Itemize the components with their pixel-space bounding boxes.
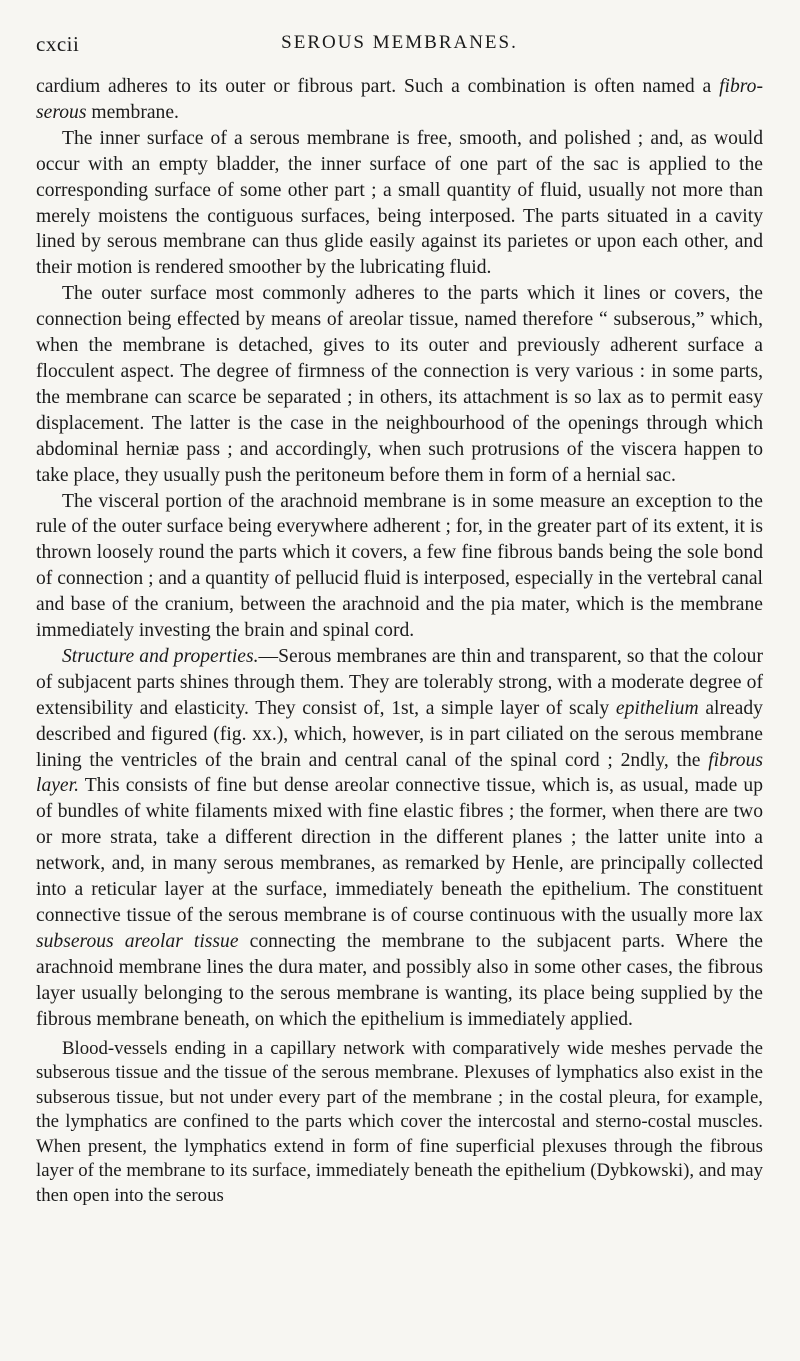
text-run: already described and figured (fig. xx.), which, however, is in part ciliated on the serous membrane lining the ventricles of the brain and central canal of the spinal cord ; 2ndly, the [36,697,763,771]
page-header [36,28,763,58]
text-run: cardium adheres to its outer or fibrous part. Such a combination is often named a [36,76,720,97]
paragraph-blood-vessels [36,1037,763,1209]
italic-text-run: subserous areolar tissue [36,930,239,952]
paragraph-continuation [36,74,763,126]
text-run: The visceral portion of the arachnoid membrane is in some measure an exception to the rule of the outer surface being everywhere adherent ; for, in the greater part of its extent, it is thrown loosely round the parts which it covers, a few fine fibrous bands being the sole bond of connection ; and a quantity of pellucid fluid is interposed, especially in the vertebral canal and base of the cranium, between the arachnoid and the pia mater, which is the membrane immediately investing the brain and spinal cord. [36,490,763,642]
paragraph-arachnoid [36,489,763,644]
paragraph-outer-surface [36,281,763,488]
body-text [36,74,763,1208]
text-run: This consists of fine but dense areolar connective tissue, which is, as usual, made up of bundles of white filaments mixed with fine elastic fibres ; the former, when there are two or more strata, take a different direction in the different planes ; the latter unite into a network, and, in many serous membranes, as remarked by Henle, are principally collected into a reticular layer at the surface, immediately beneath the epithelium. The constituent connective tissue of the serous membrane is of course continuous with the usually more lax [36,775,763,926]
page-number: cxcii [36,32,80,56]
text-run: The outer surface most commonly adheres to the parts which it lines or covers, the connection being effected by means of areolar tissue, named therefore “ subserous,” which, when the membrane is detached, gives to its outer and previously adherent surface a flocculent aspect. The degree of firmness of the connection is very various : in some parts, the membrane can scarce be separated ; in others, its attachment is so lax as to permit easy displacement. The latter is the case in the neighbourhood of the openings through which abdominal herniæ pass ; and accordingly, when such protrusions of the viscera happen to take place, they usually push the peritoneum before them in form of a hernial sac. [36,283,763,486]
text-run: Blood-vessels ending in a capillary network with comparatively wide meshes pervade the subserous tissue and the tissue of the serous membrane. Plexuses of lymphatics also exist in the subserous tissue, but not under every part of the membrane ; in the costal pleura, for example, the lymphatics are confined to the parts which cover the intercostal and sterno-costal muscles. When present, the lymphatics extend in form of fine superficial plexuses through the fibrous layer of the membrane to its surface, immediately beneath the epithelium (Dybkowski), and may then open into the serous [36,1037,763,1206]
text-run: membrane. [86,101,179,123]
paragraph-structure-properties [36,644,763,1033]
text-run: connecting the membrane to the subjacent parts. Where the arachnoid membrane lines the dura mater, and possibly also in some other cases, the fibrous layer usually belonging to the serous membrane is wanting, its place being supplied by the fibrous membrane beneath, on which the epithelium is immediately applied. [36,930,763,1030]
italic-text-run: Structure and properties. [62,645,259,667]
text-run: The inner surface of a serous membrane is free, smooth, and polished ; and, as would occur with an empty bladder, the inner surface of one part of the sac is applied to the corresponding surface of some other part ; a small quantity of fluid, usually not more than merely moistens the contiguous surfaces, being interposed. The parts situated in a cavity lined by serous membrane can thus glide easily against its parietes or upon each other, and their motion is rendered smoother by the lubricating fluid. [36,127,763,279]
italic-text-run: fibrous layer. [36,749,763,797]
italic-text-run: epithelium [615,697,699,719]
running-title: SEROUS MEMBRANES. [281,32,518,53]
paragraph-inner-surface [36,126,763,281]
text-run: —Serous membranes are thin and transparent, so that the colour of subjacent parts shines through them. They are tolerably strong, with a moderate degree of extensibility and elasticity. They consist of, 1st, a simple layer of scaly [36,645,763,719]
italic-text-run: fibro-serous [36,76,763,123]
